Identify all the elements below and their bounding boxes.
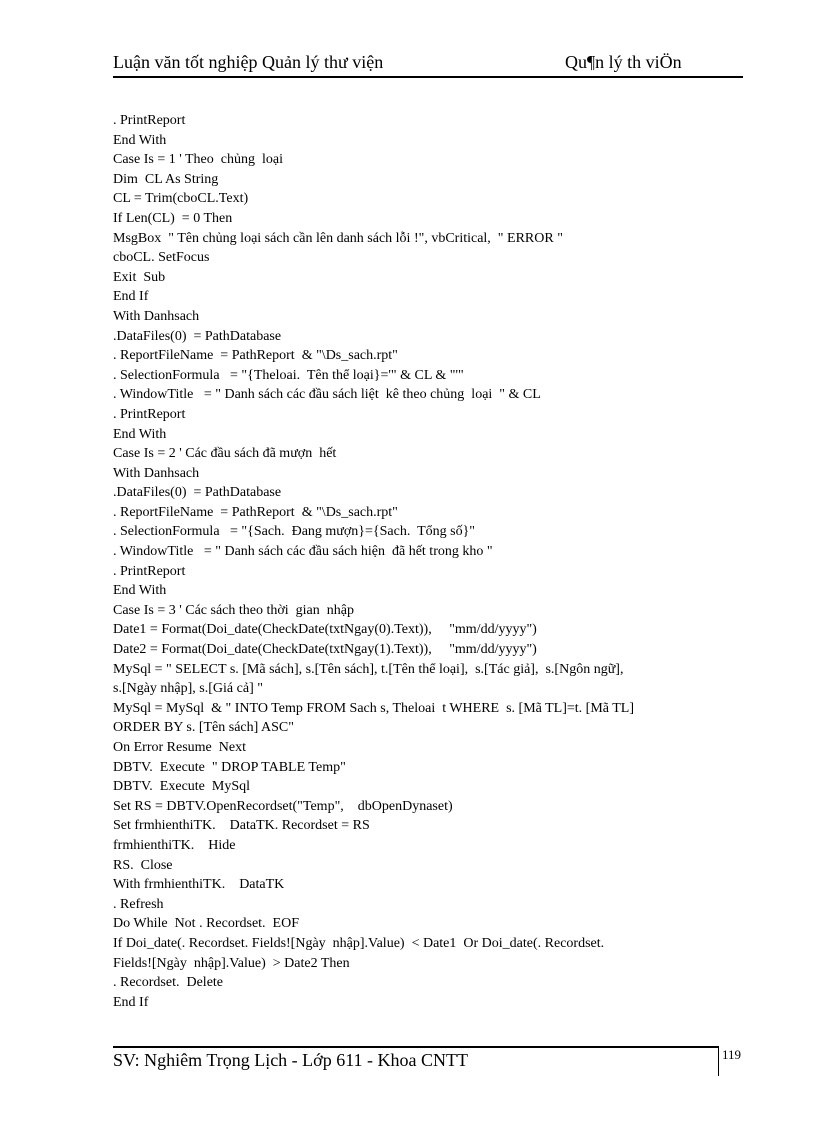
code-line: End With: [113, 132, 167, 148]
code-line: . PrintReport: [113, 406, 186, 422]
code-line: . WindowTitle = " Danh sách các đầu sách hiện đã hết trong kho ": [113, 544, 493, 560]
code-line: MySql = " SELECT s. [Mã sách], s.[Tên sách], t.[Tên thể loại], s.[Tác giả], s.[Ngôn ngữ],: [113, 661, 624, 677]
code-line: End With: [113, 583, 167, 599]
header-subtitle: Qu¶n lý th viÖn: [565, 52, 682, 72]
code-line: frmhienthiTK. Hide: [113, 837, 236, 853]
code-line: Date2 = Format(Doi_date(CheckDate(txtNgay(1).Text)), "mm/dd/yyyy"): [113, 642, 537, 658]
code-line: s.[Ngày nhập], s.[Giá cả] ": [113, 681, 263, 697]
code-line: MsgBox " Tên chủng loại sách cần lên danh sách lỗi !", vbCritical, " ERROR ": [113, 230, 563, 246]
footer-author: SV: Nghiêm Trọng Lịch - Lớp 611 - Khoa CNTT: [113, 1050, 468, 1070]
footer-divider: [113, 1046, 719, 1048]
code-line: If Doi_date(. Recordset. Fields![Ngày nhập].Value) < Date1 Or Doi_date(. Recordset.: [113, 935, 605, 951]
code-line: cboCL. SetFocus: [113, 250, 210, 266]
code-line: On Error Resume Next: [113, 740, 246, 755]
code-line: DBTV. Execute MySql: [113, 779, 251, 795]
code-line: . SelectionFormula = "{Sach. Đang mượn}={Sach. Tổng số}": [113, 524, 476, 540]
code-line: MySql = MySql & " INTO Temp FROM Sach s, Theloai t WHERE s. [Mã TL]=t. [Mã TL]: [113, 700, 635, 716]
code-line: CL = Trim(cboCL.Text): [113, 191, 249, 207]
code-line: Exit Sub: [113, 269, 166, 285]
code-line: With Danhsach: [113, 465, 200, 481]
code-line: . SelectionFormula = "{Theloai. Tên thể loại}='" & CL & "'": [113, 367, 464, 383]
code-line: Case Is = 2 ' Các đầu sách đã mượn hết: [113, 446, 337, 462]
code-line: . Recordset. Delete: [113, 975, 224, 991]
code-line: With frmhienthiTK. DataTK: [113, 877, 285, 893]
code-line: . PrintReport: [113, 563, 186, 579]
header-divider: [113, 76, 743, 78]
code-line: Case Is = 1 ' Theo chủng loại: [113, 152, 283, 168]
code-line: If Len(CL) = 0 Then: [113, 210, 233, 226]
code-line: Set RS = DBTV.OpenRecordset("Temp", dbOpenDynaset): [113, 798, 453, 814]
code-line: End If: [113, 994, 149, 1010]
code-line: End If: [113, 289, 149, 305]
code-line: Do While Not . Recordset. EOF: [113, 916, 299, 932]
code-line: . ReportFileName = PathReport & "\Ds_sach.rpt": [113, 504, 398, 520]
code-line: Date1 = Format(Doi_date(CheckDate(txtNgay(0).Text)), "mm/dd/yyyy"): [113, 622, 537, 638]
code-line: With Danhsach: [113, 308, 200, 324]
code-line: Fields![Ngày nhập].Value) > Date2 Then: [113, 955, 350, 971]
header-title: Luận văn tốt nghiệp Quản lý thư viện: [113, 52, 384, 72]
code-line: End With: [113, 426, 167, 442]
code-line: Set frmhienthiTK. DataTK. Recordset = RS: [113, 818, 370, 834]
code-line: . ReportFileName = PathReport & "\Ds_sach.rpt": [113, 348, 398, 364]
code-line: .DataFiles(0) = PathDatabase: [113, 328, 282, 344]
code-line: RS. Close: [113, 857, 173, 873]
code-line: Dim CL As String: [113, 171, 219, 187]
code-line: . PrintReport: [113, 113, 186, 128]
page-number: 119: [722, 1047, 742, 1062]
code-line: .DataFiles(0) = PathDatabase: [113, 485, 282, 501]
code-line: DBTV. Execute " DROP TABLE Temp": [113, 759, 346, 775]
code-line: . Refresh: [113, 896, 164, 912]
code-line: ORDER BY s. [Tên sách] ASC": [113, 720, 294, 736]
footer-vertical-divider: [718, 1046, 719, 1076]
code-line: Case Is = 3 ' Các sách theo thời gian nhập: [113, 602, 354, 618]
code-line: . WindowTitle = " Danh sách các đầu sách liệt kê theo chủng loại " & CL: [113, 387, 541, 403]
code-listing: [113, 111, 713, 1012]
